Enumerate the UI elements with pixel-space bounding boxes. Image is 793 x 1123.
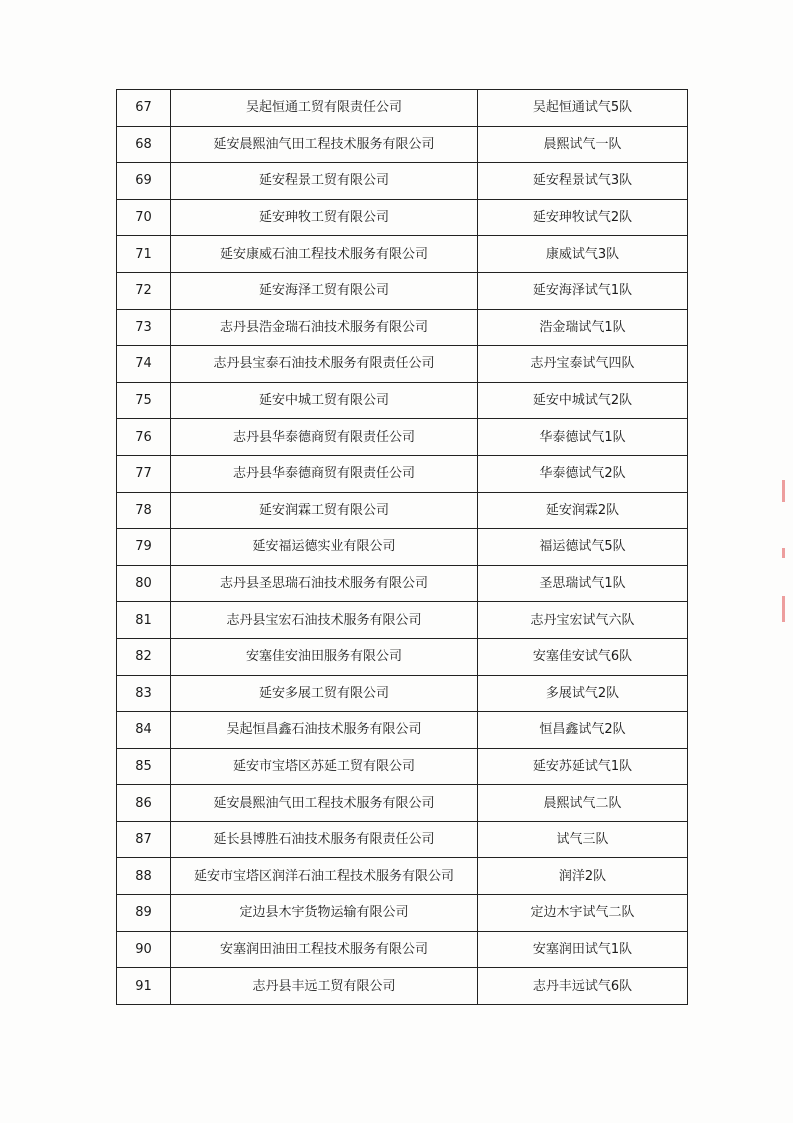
row-number: 74 [117, 346, 171, 383]
table-row [117, 455, 688, 492]
table-row [117, 126, 688, 163]
company-name: 延安珅牧工贸有限公司 [171, 199, 478, 236]
table-body [117, 90, 688, 1005]
table-row [117, 821, 688, 858]
table-row [117, 346, 688, 383]
stamp-edge-mark [782, 548, 785, 558]
row-number: 82 [117, 638, 171, 675]
table-row [117, 895, 688, 932]
table-row [117, 199, 688, 236]
company-name: 志丹县圣思瑞石油技术服务有限公司 [171, 565, 478, 602]
table-row [117, 638, 688, 675]
row-number: 71 [117, 236, 171, 273]
team-name: 安塞润田试气1队 [478, 931, 688, 968]
row-number: 89 [117, 895, 171, 932]
team-name: 圣思瑞试气1队 [478, 565, 688, 602]
company-name: 延安程景工贸有限公司 [171, 163, 478, 200]
team-name: 志丹丰远试气6队 [478, 968, 688, 1005]
row-number: 88 [117, 858, 171, 895]
table-row [117, 529, 688, 566]
company-name: 志丹县宝宏石油技术服务有限公司 [171, 602, 478, 639]
team-name: 晨熙试气一队 [478, 126, 688, 163]
table-row [117, 675, 688, 712]
row-number: 75 [117, 382, 171, 419]
table-row [117, 382, 688, 419]
table-row [117, 90, 688, 127]
team-name: 浩金瑞试气1队 [478, 309, 688, 346]
row-number: 77 [117, 455, 171, 492]
company-name: 延安康威石油工程技术服务有限公司 [171, 236, 478, 273]
stamp-edge-mark [782, 480, 785, 502]
team-name: 润洋2队 [478, 858, 688, 895]
table-row [117, 565, 688, 602]
team-roster-table [116, 89, 688, 1005]
table-row [117, 419, 688, 456]
company-name: 延长县博胜石油技术服务有限责任公司 [171, 821, 478, 858]
row-number: 73 [117, 309, 171, 346]
company-name: 延安晨熙油气田工程技术服务有限公司 [171, 126, 478, 163]
row-number: 84 [117, 712, 171, 749]
company-name: 志丹县丰远工贸有限公司 [171, 968, 478, 1005]
row-number: 85 [117, 748, 171, 785]
table-row [117, 785, 688, 822]
team-name: 试气三队 [478, 821, 688, 858]
row-number: 80 [117, 565, 171, 602]
team-name: 福运德试气5队 [478, 529, 688, 566]
company-name: 安塞润田油田工程技术服务有限公司 [171, 931, 478, 968]
team-name: 晨熙试气二队 [478, 785, 688, 822]
company-name: 延安福运德实业有限公司 [171, 529, 478, 566]
company-name: 延安多展工贸有限公司 [171, 675, 478, 712]
table-row [117, 272, 688, 309]
row-number: 76 [117, 419, 171, 456]
team-name: 延安珅牧试气2队 [478, 199, 688, 236]
table-row [117, 931, 688, 968]
row-number: 91 [117, 968, 171, 1005]
team-name: 延安程景试气3队 [478, 163, 688, 200]
company-name: 志丹县华泰德商贸有限责任公司 [171, 419, 478, 456]
table-row [117, 968, 688, 1005]
row-number: 67 [117, 90, 171, 127]
row-number: 70 [117, 199, 171, 236]
company-name: 延安市宝塔区苏延工贸有限公司 [171, 748, 478, 785]
team-name: 延安润霖2队 [478, 492, 688, 529]
row-number: 79 [117, 529, 171, 566]
company-name: 安塞佳安油田服务有限公司 [171, 638, 478, 675]
table-row [117, 236, 688, 273]
row-number: 78 [117, 492, 171, 529]
row-number: 81 [117, 602, 171, 639]
company-name: 吴起恒通工贸有限责任公司 [171, 90, 478, 127]
company-name: 志丹县华泰德商贸有限责任公司 [171, 455, 478, 492]
company-name: 延安市宝塔区润洋石油工程技术服务有限公司 [171, 858, 478, 895]
company-name: 志丹县浩金瑞石油技术服务有限公司 [171, 309, 478, 346]
team-name: 恒昌鑫试气2队 [478, 712, 688, 749]
table-row [117, 748, 688, 785]
company-name: 吴起恒昌鑫石油技术服务有限公司 [171, 712, 478, 749]
team-name: 延安海泽试气1队 [478, 272, 688, 309]
team-name: 定边木宇试气二队 [478, 895, 688, 932]
row-number: 87 [117, 821, 171, 858]
table-row [117, 602, 688, 639]
table-row [117, 163, 688, 200]
table-row [117, 492, 688, 529]
row-number: 83 [117, 675, 171, 712]
team-name: 多展试气2队 [478, 675, 688, 712]
table-row [117, 712, 688, 749]
row-number: 69 [117, 163, 171, 200]
team-name: 延安中城试气2队 [478, 382, 688, 419]
company-name: 延安海泽工贸有限公司 [171, 272, 478, 309]
team-name: 华泰德试气2队 [478, 455, 688, 492]
row-number: 90 [117, 931, 171, 968]
team-name: 华泰德试气1队 [478, 419, 688, 456]
team-name: 安塞佳安试气6队 [478, 638, 688, 675]
company-name: 延安中城工贸有限公司 [171, 382, 478, 419]
team-name: 志丹宝宏试气六队 [478, 602, 688, 639]
row-number: 86 [117, 785, 171, 822]
team-name: 延安苏延试气1队 [478, 748, 688, 785]
team-name: 志丹宝泰试气四队 [478, 346, 688, 383]
stamp-edge-mark [782, 596, 785, 622]
table-row [117, 858, 688, 895]
company-name: 定边县木宇货物运输有限公司 [171, 895, 478, 932]
company-name: 延安润霖工贸有限公司 [171, 492, 478, 529]
company-name: 延安晨熙油气田工程技术服务有限公司 [171, 785, 478, 822]
company-name: 志丹县宝泰石油技术服务有限责任公司 [171, 346, 478, 383]
row-number: 68 [117, 126, 171, 163]
table-row [117, 309, 688, 346]
row-number: 72 [117, 272, 171, 309]
team-name: 吴起恒通试气5队 [478, 90, 688, 127]
team-name: 康威试气3队 [478, 236, 688, 273]
